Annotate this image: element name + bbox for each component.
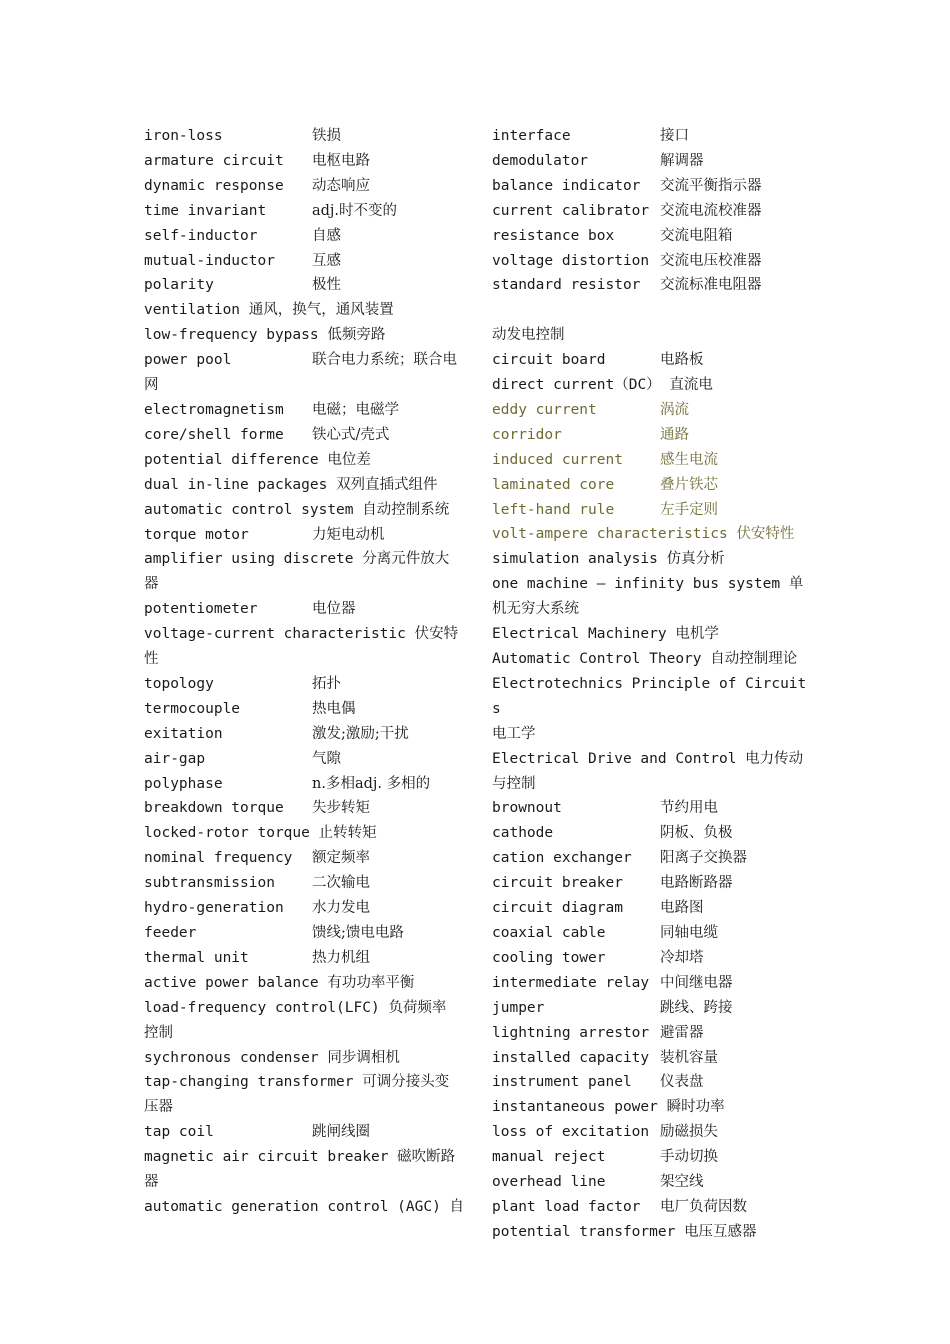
term-chinese: 节约用电 xyxy=(660,800,718,817)
glossary-entry xyxy=(144,796,460,821)
term-chinese: 仪表盘 xyxy=(660,1074,704,1091)
term-english: circuit board xyxy=(492,352,606,369)
term-chinese: 感生电流 xyxy=(660,451,718,468)
glossary-entry xyxy=(144,597,460,622)
glossary-entry xyxy=(144,821,460,846)
term-english: voltage distortion xyxy=(492,252,650,269)
term-chinese: 铁损 xyxy=(312,128,341,144)
term-chinese: 接口 xyxy=(660,128,689,144)
term-chinese: 馈线;馈电电路 xyxy=(312,925,404,941)
term-chinese: 交流电压校准器 xyxy=(660,252,762,269)
glossary-entry xyxy=(492,1195,810,1220)
term-english: voltage-current characteristic xyxy=(144,626,406,643)
term-english: sychronous condenser xyxy=(144,1049,319,1066)
glossary-entry xyxy=(492,423,810,448)
glossary-entry xyxy=(492,1046,810,1071)
glossary-entry xyxy=(144,921,460,946)
term-english: topology xyxy=(144,675,214,692)
term-english: mutual-inductor xyxy=(144,252,275,269)
term-english: cation exchanger xyxy=(492,850,632,867)
term-chinese: 自动控制理论 xyxy=(710,651,798,668)
term-chinese: 水力发电 xyxy=(312,900,370,917)
term-chinese: 交流电流校准器 xyxy=(660,202,762,219)
glossary-entry xyxy=(144,298,460,323)
term-chinese: 磁吹断路器 xyxy=(144,1149,456,1191)
term-english: left-hand rule xyxy=(492,501,615,518)
glossary-entry xyxy=(144,323,460,348)
term-chinese: 交流电阻箱 xyxy=(660,227,733,244)
term-english: core/shell forme xyxy=(144,426,284,443)
term-chinese: 二次输电 xyxy=(312,875,370,892)
term-chinese: 电路图 xyxy=(660,900,704,917)
glossary-entry xyxy=(492,572,810,622)
glossary-entry xyxy=(144,622,460,672)
glossary-entry xyxy=(492,149,810,174)
term-chinese: 动发电控制 xyxy=(492,327,565,344)
term-chinese: 止转转矩 xyxy=(318,825,377,842)
glossary-entry xyxy=(492,622,810,647)
term-chinese: 跳闸线圈 xyxy=(312,1124,370,1141)
term-english: tap coil xyxy=(144,1124,214,1141)
term-english: corridor xyxy=(492,426,562,443)
glossary-entry xyxy=(492,1145,810,1170)
glossary-entry xyxy=(144,996,460,1046)
glossary-entry xyxy=(492,273,810,298)
term-english: laminated core xyxy=(492,476,615,493)
term-chinese: 交流标准电阻器 xyxy=(660,277,762,294)
term-english: exitation xyxy=(144,725,223,742)
term-chinese: 双列直插式组件 xyxy=(336,476,438,493)
term-english: balance indicator xyxy=(492,177,641,194)
term-chinese: 失步转矩 xyxy=(312,800,370,817)
glossary-entry xyxy=(144,124,460,149)
term-chinese: 联合电力系统；联合电网 xyxy=(144,352,457,394)
term-english: polyphase xyxy=(144,775,223,792)
glossary-entry xyxy=(144,896,460,921)
term-english: instrument panel xyxy=(492,1074,632,1091)
term-english: locked-rotor torque xyxy=(144,825,310,842)
glossary-entry xyxy=(492,896,810,921)
term-chinese: 热力机组 xyxy=(312,949,370,966)
glossary-entry xyxy=(492,249,810,274)
term-chinese: 瞬时功率 xyxy=(666,1099,725,1116)
term-chinese: 阴板、负极 xyxy=(660,825,733,842)
term-chinese: 电力传动与控制 xyxy=(492,750,804,792)
term-chinese: 伏安特性 xyxy=(736,526,795,543)
glossary-entry xyxy=(144,971,460,996)
glossary-entry xyxy=(144,772,460,797)
glossary-entry xyxy=(144,273,460,298)
glossary-entry xyxy=(144,547,460,597)
term-chinese: 有功功率平衡 xyxy=(327,974,415,991)
term-english: Electrical Drive and Control xyxy=(492,750,737,767)
term-english: Automatic Control Theory xyxy=(492,651,702,668)
glossary-entry xyxy=(144,398,460,423)
glossary-entry xyxy=(492,224,810,249)
term-chinese: 负荷频率控制 xyxy=(144,999,447,1041)
term-english: power pool xyxy=(144,352,232,369)
glossary-entry xyxy=(492,796,810,821)
glossary-entry xyxy=(492,124,810,149)
glossary-entry xyxy=(144,697,460,722)
glossary-entry xyxy=(492,348,810,373)
term-chinese: 气隙 xyxy=(312,750,341,767)
term-english: instantaneous power xyxy=(492,1099,658,1116)
term-english: loss of excitation xyxy=(492,1124,650,1141)
glossary-entry xyxy=(492,921,810,946)
term-english: Electrical Machinery xyxy=(492,626,667,643)
term-english: jumper xyxy=(492,999,545,1016)
term-chinese: 跳线、跨接 xyxy=(660,999,733,1016)
term-chinese: 铁心式/壳式 xyxy=(312,426,390,443)
term-chinese: 分离元件放大器 xyxy=(144,551,450,593)
term-chinese: 伏安特性 xyxy=(144,626,459,668)
term-chinese: 励磁损失 xyxy=(660,1124,718,1141)
glossary-entry xyxy=(492,946,810,971)
term-chinese: 热电偶 xyxy=(312,700,356,717)
glossary-entry xyxy=(492,498,810,523)
term-english: potentiometer xyxy=(144,601,258,618)
term-chinese: 电压互感器 xyxy=(684,1223,757,1240)
glossary-entry xyxy=(144,1046,460,1071)
term-english: potential difference xyxy=(144,451,319,468)
term-chinese: 电机学 xyxy=(675,626,719,643)
glossary-entry xyxy=(492,547,810,572)
term-chinese: 避雷器 xyxy=(660,1024,704,1041)
term-chinese: 电位差 xyxy=(327,451,371,468)
glossary-entry xyxy=(144,1070,460,1120)
glossary-entry xyxy=(492,821,810,846)
glossary-entry xyxy=(492,647,810,672)
term-chinese: 拓扑 xyxy=(312,675,341,692)
term-english: current calibrator xyxy=(492,202,650,219)
term-chinese: 电路断路器 xyxy=(660,875,733,892)
term-chinese: 动态响应 xyxy=(312,177,370,194)
glossary-entry xyxy=(492,199,810,224)
term-english: breakdown torque xyxy=(144,800,284,817)
glossary-entry xyxy=(144,498,460,523)
term-english: automatic generation control (AGC) xyxy=(144,1198,441,1215)
term-english: ventilation xyxy=(144,302,241,319)
glossary-entry xyxy=(492,398,810,423)
glossary-entry xyxy=(492,1170,810,1195)
glossary-entry xyxy=(144,249,460,274)
term-chinese: 同步调相机 xyxy=(327,1049,400,1066)
term-english: termocouple xyxy=(144,700,241,717)
term-chinese: 电枢电路 xyxy=(312,152,370,169)
term-chinese: 可调分接头变压器 xyxy=(144,1074,450,1116)
term-english: circuit breaker xyxy=(492,875,623,892)
term-english: self-inductor xyxy=(144,227,258,244)
term-chinese: 左手定则 xyxy=(660,501,718,518)
term-english: thermal unit xyxy=(144,949,249,966)
glossary-entry xyxy=(492,871,810,896)
term-chinese: 自 xyxy=(449,1198,465,1215)
term-english: hydro-generation xyxy=(144,900,284,917)
term-english: Electrotechnics Principle of Circuits xyxy=(492,675,807,717)
term-chinese: 电路板 xyxy=(660,352,704,369)
term-english: magnetic air circuit breaker xyxy=(144,1149,389,1166)
term-chinese: adj.时不变的 xyxy=(312,202,398,219)
term-english: electromagnetism xyxy=(144,401,284,418)
glossary-entry xyxy=(144,348,460,398)
blank-line xyxy=(492,298,810,323)
term-english: manual reject xyxy=(492,1149,606,1166)
term-chinese: 装机容量 xyxy=(660,1049,718,1066)
term-english: amplifier using discrete xyxy=(144,551,354,568)
term-english: resistance box xyxy=(492,227,615,244)
term-chinese: 解调器 xyxy=(660,152,704,169)
term-chinese: 仿真分析 xyxy=(666,551,725,568)
term-chinese: 电磁；电磁学 xyxy=(312,401,399,418)
term-chinese: 阳离子交换器 xyxy=(660,850,747,867)
term-chinese: 通风，换气，通风装置 xyxy=(248,302,394,319)
term-english: polarity xyxy=(144,277,214,294)
glossary-entry xyxy=(492,971,810,996)
glossary-entry xyxy=(492,846,810,871)
glossary-entry xyxy=(492,1021,810,1046)
term-english: plant load factor xyxy=(492,1198,641,1215)
term-english: induced current xyxy=(492,451,623,468)
term-english: dual in-line packages xyxy=(144,476,328,493)
term-english: standard resistor xyxy=(492,277,641,294)
term-english: automatic control system xyxy=(144,501,354,518)
term-english: cooling tower xyxy=(492,949,606,966)
term-english: low-frequency bypass xyxy=(144,327,319,344)
term-english: overhead line xyxy=(492,1174,606,1191)
glossary-entry xyxy=(492,323,810,348)
term-chinese: 涡流 xyxy=(660,401,689,418)
term-chinese: 激发;激励;干扰 xyxy=(312,725,409,742)
glossary-entry xyxy=(492,373,810,398)
glossary-entry xyxy=(144,1120,460,1145)
term-english: interface xyxy=(492,128,571,144)
glossary-entry xyxy=(492,672,810,747)
term-english: subtransmission xyxy=(144,875,275,892)
glossary-entry xyxy=(144,149,460,174)
glossary-entry xyxy=(144,672,460,697)
term-english: potential transformer xyxy=(492,1223,676,1240)
term-chinese: 极性 xyxy=(312,277,341,294)
glossary-entry xyxy=(144,846,460,871)
glossary-entry xyxy=(144,722,460,747)
glossary-entry xyxy=(492,448,810,473)
glossary-entry xyxy=(144,199,460,224)
glossary-entry xyxy=(492,1070,810,1095)
glossary-entry xyxy=(144,473,460,498)
glossary-entry xyxy=(492,473,810,498)
glossary-entry xyxy=(492,174,810,199)
term-chinese: 自动控制系统 xyxy=(362,501,450,518)
glossary-entry xyxy=(492,996,810,1021)
term-english: cathode xyxy=(492,825,554,842)
glossary-entry xyxy=(144,747,460,772)
term-chinese: 中间继电器 xyxy=(660,974,733,991)
term-english: one machine – infinity bus system xyxy=(492,576,781,593)
term-english: simulation analysis xyxy=(492,551,658,568)
term-english: direct current（DC） xyxy=(492,377,661,394)
term-chinese: 手动切换 xyxy=(660,1149,718,1166)
glossary-entry xyxy=(492,747,810,797)
term-english: brownout xyxy=(492,800,562,817)
term-chinese: 架空线 xyxy=(660,1174,704,1191)
term-chinese: 低频旁路 xyxy=(327,327,386,344)
glossary-entry xyxy=(144,174,460,199)
glossary-entry xyxy=(492,522,810,547)
term-chinese: 力矩电动机 xyxy=(312,526,385,543)
term-english: demodulator xyxy=(492,152,589,169)
term-english: load-frequency control(LFC) xyxy=(144,999,380,1016)
term-english: iron-loss xyxy=(144,128,223,144)
term-chinese: 额定频率 xyxy=(312,850,370,867)
term-chinese: 互感 xyxy=(312,252,341,269)
term-chinese: n.多相adj. 多相的 xyxy=(312,775,431,792)
term-chinese: 直流电 xyxy=(669,377,713,394)
term-chinese: 单机无穷大系统 xyxy=(492,576,804,618)
glossary-entry xyxy=(144,1195,465,1220)
term-chinese: 同轴电缆 xyxy=(660,924,718,941)
term-english: feeder xyxy=(144,925,197,941)
term-chinese: 自感 xyxy=(312,227,341,244)
term-english: time invariant xyxy=(144,202,267,219)
term-english: active power balance xyxy=(144,974,319,991)
glossary-right-column xyxy=(492,124,810,1245)
term-english: volt-ampere characteristics xyxy=(492,526,728,543)
term-english: eddy current xyxy=(492,401,597,418)
glossary-entry xyxy=(492,1120,810,1145)
term-chinese: 通路 xyxy=(660,426,689,443)
term-english: circuit diagram xyxy=(492,900,623,917)
term-chinese: 冷却塔 xyxy=(660,949,704,966)
glossary-entry xyxy=(492,1095,810,1120)
term-english: torque motor xyxy=(144,526,249,543)
term-chinese: 电工学 xyxy=(492,725,536,742)
term-chinese: 电位器 xyxy=(312,601,356,618)
glossary-entry xyxy=(144,1145,460,1195)
glossary-left-column xyxy=(144,124,465,1220)
term-chinese: 交流平衡指示器 xyxy=(660,177,762,194)
glossary-entry xyxy=(144,871,460,896)
term-english: coaxial cable xyxy=(492,924,606,941)
term-english: nominal frequency xyxy=(144,850,293,867)
term-english: armature circuit xyxy=(144,152,284,169)
term-english: air-gap xyxy=(144,750,206,767)
term-chinese: 叠片铁芯 xyxy=(660,476,718,493)
term-english: dynamic response xyxy=(144,177,284,194)
glossary-entry xyxy=(492,1220,810,1245)
term-english: lightning arrestor xyxy=(492,1024,650,1041)
term-english: installed capacity xyxy=(492,1049,650,1066)
term-chinese: 电厂负荷因数 xyxy=(660,1198,747,1215)
glossary-entry xyxy=(144,224,460,249)
term-english: tap-changing transformer xyxy=(144,1074,354,1091)
term-english: intermediate relay xyxy=(492,974,650,991)
glossary-entry xyxy=(144,423,460,448)
glossary-entry xyxy=(144,448,460,473)
glossary-entry xyxy=(144,523,460,548)
glossary-entry xyxy=(144,946,460,971)
